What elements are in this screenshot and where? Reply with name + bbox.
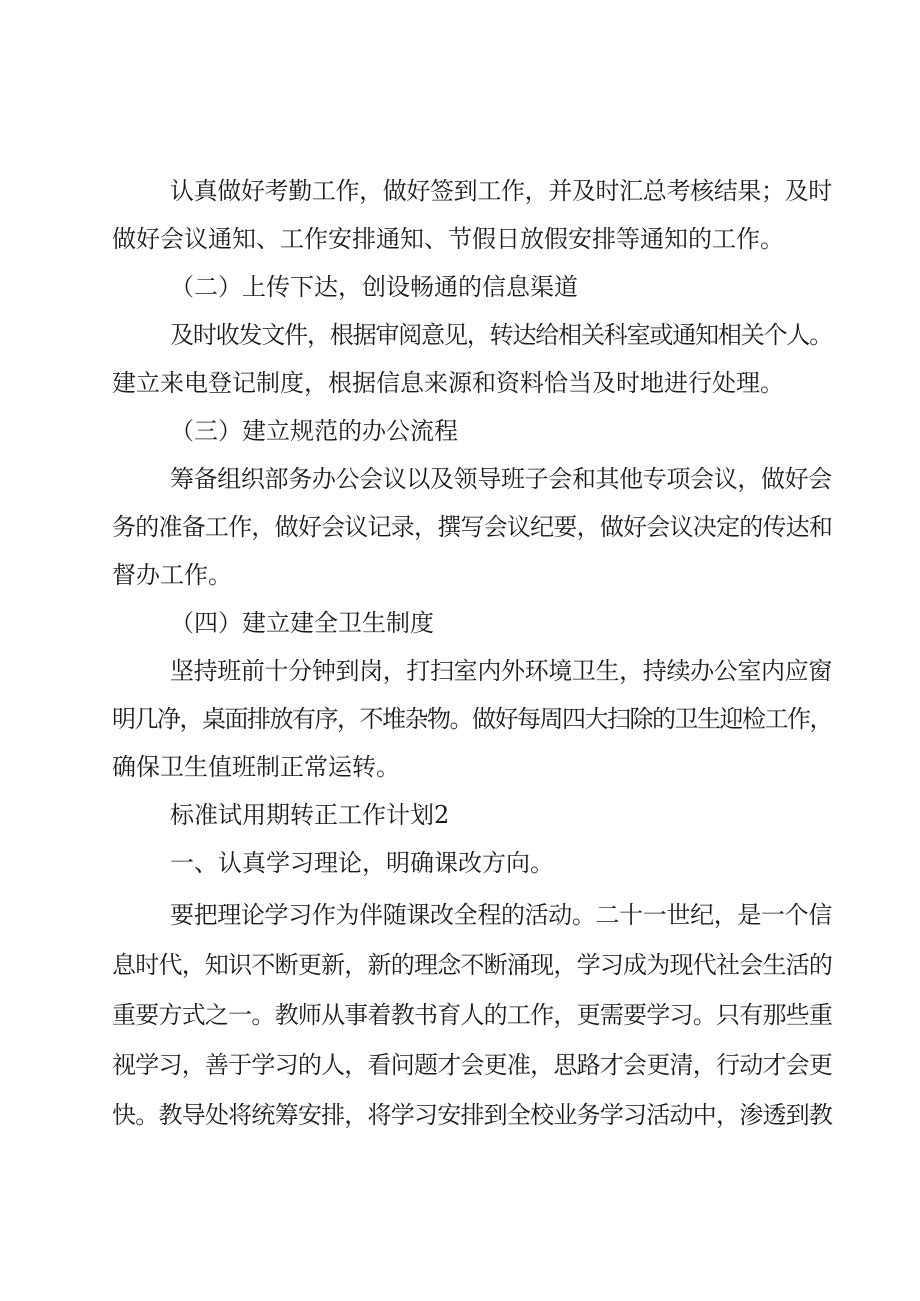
paragraph-study-line-1: 要把理论学习作为伴随课改全程的活动。二十一世纪，是一个信 [170,901,832,929]
paragraph-study-line-3: 重要方式之一。教师从事着教书育人的工作，更需要学习。只有那些重 [112,1001,833,1029]
section-heading-3: （三）建立规范的办公流程 [170,417,458,445]
paragraph-attendance-line-1: 认真做好考勤工作，做好签到工作，并及时汇总考核结果；及时 [170,177,832,205]
paragraph-hygiene-line-2: 明几净，桌面排放有序，不堆杂物。做好每周四大扫除的卫生迎检工作， [112,705,832,733]
section-heading-2: （二）上传下达，创设畅通的信息渠道 [170,273,578,301]
plan-title-2: 标准试用期转正工作计划2 [170,801,450,829]
paragraph-hygiene-line-1: 坚持班前十分钟到岗，打扫室内外环境卫生，持续办公室内应窗 [170,657,832,685]
paragraph-meetings-line-3: 督办工作。 [112,561,232,589]
paragraph-documents-line-2: 建立来电登记制度，根据信息来源和资料恰当及时地进行处理。 [112,369,784,397]
section-heading-1: 一、认真学习理论，明确课改方向。 [170,849,554,877]
paragraph-documents-line-1: 及时收发文件，根据审阅意见，转达给相关科室或通知相关个人。 [170,321,833,349]
paragraph-hygiene-line-3: 确保卫生值班制正常运转。 [112,753,400,781]
paragraph-meetings-line-2: 务的准备工作，做好会议记录，撰写会议纪要，做好会议决定的传达和 [112,513,833,541]
paragraph-attendance-line-2: 做好会议通知、工作安排通知、节假日放假安排等通知的工作。 [112,225,784,253]
paragraph-study-line-5: 快。教导处将统筹安排，将学习安排到全校业务学习活动中，渗透到教 [112,1101,833,1129]
paragraph-study-line-2: 息时代，知识不断更新，新的理念不断涌现，学习成为现代社会生活的 [112,951,833,979]
paragraph-study-line-4: 视学习，善于学习的人，看问题才会更准，思路才会更清，行动才会更 [112,1051,833,1079]
section-heading-4: （四）建立建全卫生制度 [170,609,434,637]
paragraph-meetings-line-1: 筹备组织部务办公会议以及领导班子会和其他专项会议，做好会 [170,465,832,493]
